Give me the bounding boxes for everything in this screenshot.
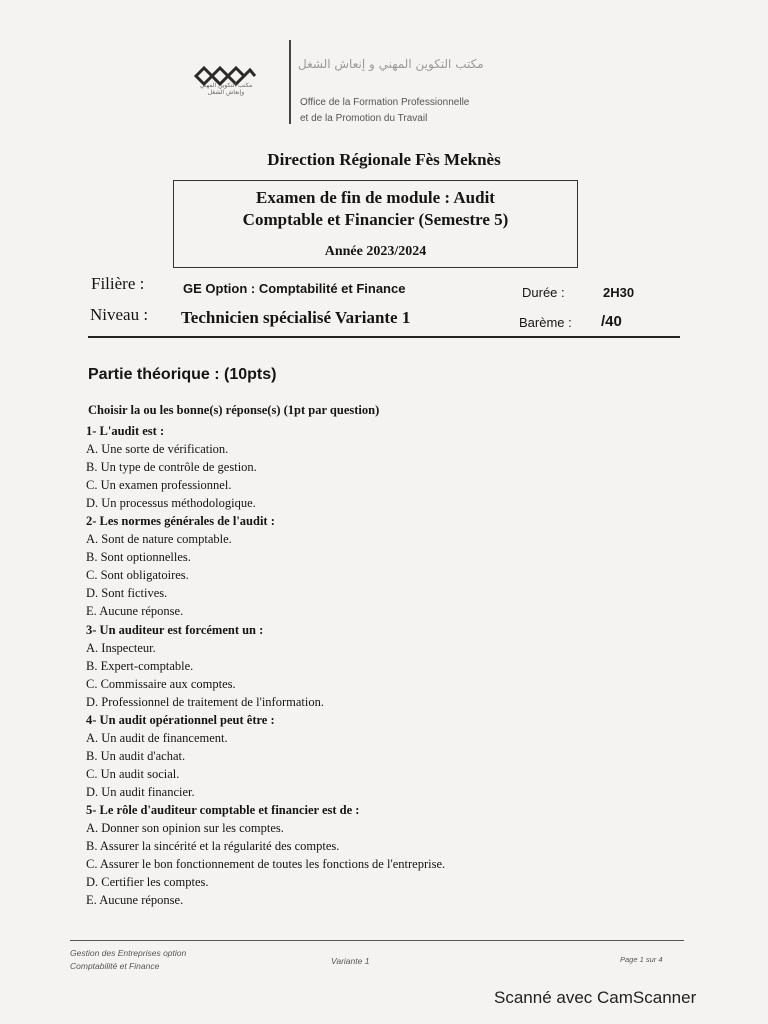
filiere-label: Filière : — [91, 274, 145, 293]
instructions: Choisir la ou les bonne(s) réponse(s) (1pt par question) — [88, 403, 380, 417]
answer-option: B. Un audit d'achat. — [86, 748, 186, 763]
answer-option: D. Un processus méthodologique. — [86, 496, 256, 511]
exam-title-box — [173, 180, 578, 268]
answer-option: D. Sont fictives. — [86, 586, 168, 601]
question-title: 5- Le rôle d'auditeur comptable et financier est de : — [86, 802, 360, 817]
duree-label: Durée : — [522, 285, 565, 300]
section-title: Partie théorique : (10pts) — [88, 366, 277, 383]
answer-option: D. Certifier les comptes. — [86, 875, 209, 890]
answer-option: E. Aucune réponse. — [86, 604, 184, 619]
filiere-value: GE Option : Comptabilité et Finance — [183, 281, 406, 296]
answer-option: B. Expert-comptable. — [86, 658, 194, 673]
question-5 — [86, 801, 445, 909]
question-3 — [86, 621, 445, 711]
answer-option: C. Assurer le bon fonctionnement de toutes les fonctions de l'entreprise. — [86, 857, 446, 872]
answer-option: C. Un audit social. — [86, 766, 180, 781]
exam-title-line2: Comptable et Financier (Semestre 5) — [242, 210, 509, 229]
question-title: 4- Un audit opérationnel peut être : — [86, 712, 275, 727]
question-1 — [86, 422, 445, 512]
bareme-label: Barème : — [519, 315, 572, 330]
question-2 — [86, 512, 445, 620]
answer-option: C. Sont obligatoires. — [86, 568, 189, 583]
answer-option: C. Un examen professionnel. — [86, 478, 232, 493]
answer-option: B. Sont optionnelles. — [86, 550, 191, 565]
question-title: 2- Les normes générales de l'audit : — [86, 514, 275, 529]
footer-variant: Variante 1 — [331, 956, 370, 966]
header-divider — [289, 40, 291, 124]
answer-option: B. Assurer la sincérité et la régularité des comptes. — [86, 839, 340, 854]
logo-caption: مكتب التكوين المهني وإنعاش الشغل — [199, 82, 253, 96]
exam-title-line1: Examen de fin de module : Audit — [256, 188, 495, 207]
question-list — [86, 422, 445, 909]
org-name-line2: et de la Promotion du Travail — [300, 113, 428, 124]
scanner-watermark: Scanné avec CamScanner — [494, 988, 697, 1007]
org-name-arabic: مكتب التكوين المهني و إنعاش الشغل — [298, 57, 484, 71]
answer-option: E. Aucune réponse. — [86, 893, 184, 908]
footer-page-number: Page 1 sur 4 — [620, 955, 663, 964]
bareme-value: /40 — [601, 313, 622, 330]
answer-option: D. Un audit financier. — [86, 784, 195, 799]
exam-title — [174, 187, 577, 231]
niveau-label: Niveau : — [90, 305, 149, 324]
ofppt-logo — [192, 50, 258, 108]
answer-option: B. Un type de contrôle de gestion. — [86, 460, 257, 475]
answer-option: A. Sont de nature comptable. — [86, 532, 232, 547]
org-name-french — [300, 95, 469, 127]
answer-option: D. Professionnel de traitement de l'information. — [86, 694, 324, 709]
org-name-line1: Office de la Formation Professionnelle — [300, 97, 470, 108]
header-rule — [88, 336, 680, 338]
exam-year: Année 2023/2024 — [324, 244, 427, 259]
footer-program-line2: Comptabilité et Finance — [70, 961, 160, 971]
question-title: 1- L'audit est : — [86, 424, 165, 438]
niveau-value: Technicien spécialisé Variante 1 — [181, 308, 411, 327]
footer-program-line1: Gestion des Entreprises option — [70, 948, 187, 958]
answer-option: A. Un audit de financement. — [86, 730, 228, 745]
regional-direction: Direction Régionale Fès Meknès — [267, 150, 501, 169]
question-title: 3- Un auditeur est forcément un : — [86, 622, 264, 637]
question-4 — [86, 711, 445, 801]
answer-option: A. Donner son opinion sur les comptes. — [86, 821, 284, 836]
answer-option: C. Commissaire aux comptes. — [86, 676, 236, 691]
footer-rule — [70, 940, 684, 941]
answer-option: A. Inspecteur. — [86, 640, 156, 655]
answer-option: A. Une sorte de vérification. — [86, 442, 229, 457]
footer-program — [70, 947, 186, 973]
duree-value: 2H30 — [603, 285, 635, 300]
